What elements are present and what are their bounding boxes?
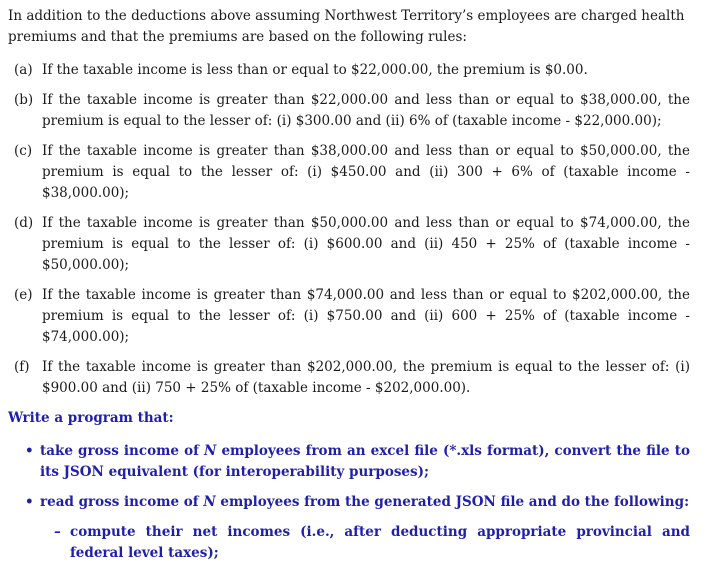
rule-marker: (b): [14, 92, 34, 108]
task-bullet-item: [8, 441, 690, 483]
rule-marker: (a): [14, 62, 33, 78]
rule-text: If the taxable income is greater than $202,000.00, the premium is equal to the lesser of: (i) $900.00 and (ii) 750 + 25% of (taxable income - $202,000.00).: [42, 359, 690, 396]
bullet-text-before: take gross income of: [40, 443, 204, 459]
task-bullet-list: [8, 441, 690, 513]
bullet-dot: •: [25, 494, 34, 510]
sub-bullet-text: compute their net incomes (i.e., after deducting appropriate provincial and federal level taxes);: [70, 524, 690, 561]
rule-text: If the taxable income is greater than $22,000.00 and less than or equal to $38,000.00, the premium is equal to the lesser of: (i) $300.00 and (ii) 6% of (taxable income - $22,000.00);: [42, 92, 690, 129]
rule-item: [8, 213, 690, 276]
rule-item: [8, 141, 690, 204]
premium-rules-list: [8, 60, 690, 399]
bullet-variable-n: N: [203, 494, 216, 510]
sub-bullet-item: [8, 522, 690, 564]
intro-paragraph: In addition to the deductions above assuming Northwest Territory’s employees are charged health premiums and that the premiums are based on the following rules:: [8, 8, 685, 45]
task-heading: Write a program that:: [8, 410, 174, 426]
rule-text: If the taxable income is greater than $38,000.00 and less than or equal to $50,000.00, the premium is equal to the lesser of: (i) $450.00 and (ii) 300 + 6% of (taxable income - $38,000.00);: [42, 143, 690, 201]
rule-text: If the taxable income is less than or equal to $22,000.00, the premium is $0.00.: [42, 62, 588, 78]
task-bullet-item: [8, 492, 690, 513]
rule-marker: (f): [14, 359, 30, 375]
rule-marker: (d): [14, 215, 34, 231]
rule-marker: (e): [14, 287, 33, 303]
rule-marker: (c): [14, 143, 33, 159]
rule-item: [8, 285, 690, 348]
rule-text: If the taxable income is greater than $50,000.00 and less than or equal to $74,000.00, the premium is equal to the lesser of: (i) $600.00 and (ii) 450 + 25% of (taxable income - $50,000.00);: [42, 215, 690, 273]
bullet-dot: •: [25, 443, 34, 459]
rule-item: [8, 357, 690, 399]
sub-bullet-dash: –: [54, 524, 61, 540]
rule-text: If the taxable income is greater than $74,000.00 and less than or equal to $202,000.00, the premium is equal to the lesser of: (i) $750.00 and (ii) 600 + 25% of (taxable income - $74,000.00);: [42, 287, 690, 345]
bullet-variable-n: N: [204, 443, 217, 459]
rule-item: [8, 90, 690, 132]
bullet-text-before: read gross income of: [40, 494, 204, 510]
rule-item: [8, 60, 690, 81]
bullet-text-after: employees from the generated JSON file and do the following:: [215, 494, 690, 510]
bullet-text-after: employees from an excel file (*.xls format), convert the file to its JSON equivalent (for interoperability purposes);: [40, 443, 690, 480]
